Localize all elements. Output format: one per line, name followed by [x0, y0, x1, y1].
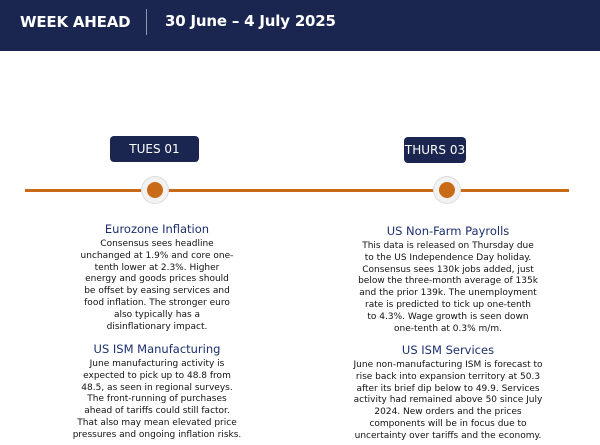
- event-description: [62, 239, 252, 333]
- event-description: [343, 241, 553, 335]
- event-us-non-farm-payrolls: [343, 224, 553, 335]
- text-line: pressures and ongoing inflation risks.: [72, 429, 242, 440]
- text-line: 2024. New orders and the prices: [374, 407, 522, 418]
- text-line: expected to pick up to 48.8 from: [83, 370, 231, 381]
- text-line: Consensus sees 130k jobs added, just: [362, 264, 534, 275]
- text-line: components will be in focus due to: [369, 418, 527, 429]
- text-line: June manufacturing activity is: [89, 359, 225, 369]
- text-line: This data is released on Thursday due: [362, 241, 534, 251]
- text-line: That also may mean elevated price: [77, 417, 237, 428]
- timeline-marker-tues: [142, 177, 168, 203]
- text-line: activity had remained above 50 since July: [353, 395, 543, 406]
- event-description: [338, 360, 558, 443]
- text-line: rise back into expansion territory at 50.3: [355, 371, 541, 382]
- text-line: food inflation. The stronger euro: [84, 297, 230, 308]
- event-eurozone-inflation: [62, 222, 252, 333]
- text-line: after its brief dip below to 49.9. Services: [356, 383, 540, 394]
- event-title: Eurozone Inflation: [104, 222, 210, 236]
- header-divider: [146, 9, 147, 35]
- text-line: ahead of tariffs could still factor.: [84, 406, 230, 417]
- event-title: US Non-Farm Payrolls: [386, 224, 510, 238]
- text-line: Consensus sees headline: [100, 239, 214, 249]
- text-line: also typically has a: [113, 309, 201, 320]
- text-line: unchanged at 1.9% and core one-: [80, 250, 234, 261]
- text-line: be offset by easing services and: [84, 286, 230, 297]
- text-line: to 4.3%. Wage growth is seen down: [367, 311, 529, 322]
- event-title: US ISM Manufacturing: [93, 342, 221, 356]
- text-line: The front-running of purchases: [87, 394, 227, 405]
- text-line: to the US Independence Day holiday.: [364, 252, 532, 263]
- day-label-tues: TUES 01: [110, 136, 199, 162]
- text-line: 48.5, as seen in regional surveys.: [81, 382, 233, 393]
- header-bar: [0, 0, 600, 51]
- timeline-marker-thurs: [434, 177, 460, 203]
- event-us-ism-services: [338, 343, 558, 443]
- text-line: uncertainty over tariffs and the economy.: [354, 430, 542, 441]
- week-ahead-label: WEEK AHEAD: [20, 13, 131, 31]
- event-us-ism-manufacturing: [57, 342, 257, 442]
- text-line: disinflationary impact.: [106, 321, 208, 332]
- text-line: and the prior 139k. The unemployment: [359, 288, 537, 299]
- text-line: rate is predicted to tick up one-tenth: [365, 299, 531, 310]
- date-range: 30 June – 4 July 2025: [165, 12, 336, 30]
- text-line: one-tenth at 0.3% m/m.: [394, 323, 502, 334]
- text-line: June non-manufacturing ISM is forecast to: [353, 360, 543, 370]
- event-description: [57, 359, 257, 442]
- event-title: US ISM Services: [401, 343, 495, 357]
- text-line: tenth lower at 2.3%. Higher: [94, 262, 220, 273]
- day-label-thurs: THURS 03: [404, 137, 466, 163]
- text-line: energy and goods prices should: [85, 274, 229, 285]
- timeline-line: [25, 189, 569, 192]
- text-line: below the three-month average of 135k: [358, 276, 538, 287]
